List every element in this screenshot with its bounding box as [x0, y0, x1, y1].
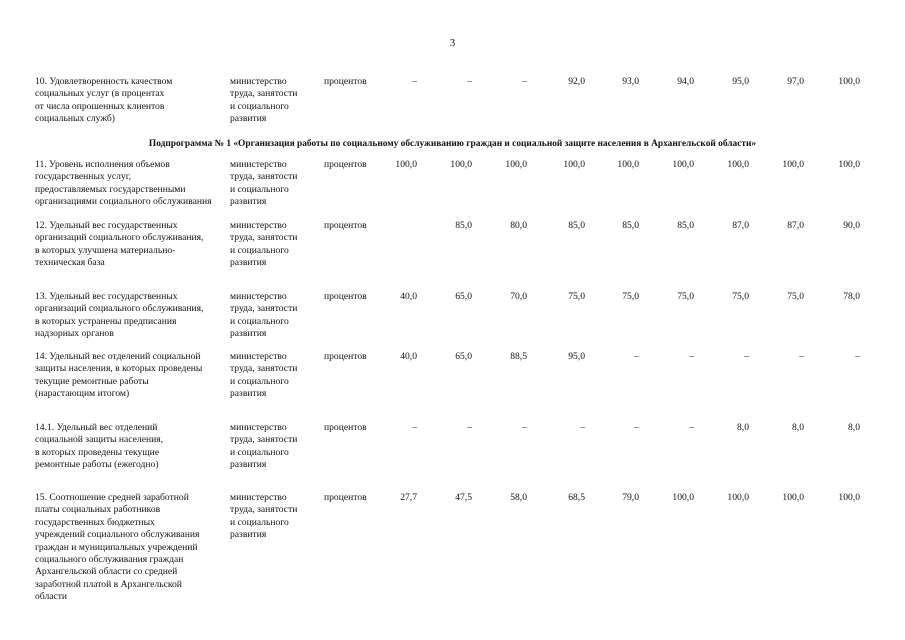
value-cell: – — [689, 422, 694, 433]
value-cell: 40,0 — [400, 291, 417, 302]
value-cell: 80,0 — [510, 220, 527, 231]
unit: процентов — [324, 76, 367, 87]
responsible-ministry: министерство труда, занятости и социального развития — [230, 422, 298, 471]
value-cell: – — [522, 76, 527, 87]
value-cell: 75,0 — [787, 291, 804, 302]
value-cell: 100,0 — [838, 76, 860, 87]
value-cell: 100,0 — [395, 159, 417, 170]
value-cell: 95,0 — [568, 351, 585, 362]
value-cell: 100,0 — [672, 492, 694, 503]
responsible-ministry: министерство труда, занятости и социального развития — [230, 159, 298, 208]
indicator-name: 10. Удовлетворенность качеством социальных услуг (в процентах от числа опрошенных клиентов социальных служб) — [35, 76, 173, 125]
responsible-ministry: министерство труда, занятости и социального развития — [230, 291, 298, 340]
indicator-name: 12. Удельный вес государственных организаций социального обслуживания, в которых улучшена материально- техническая база — [35, 220, 204, 269]
indicator-name: 13. Удельный вес государственных организаций социального обслуживания, в которых устранены предписания надзорных органов — [35, 291, 204, 340]
value-cell: 94,0 — [677, 76, 694, 87]
value-cell: 70,0 — [510, 291, 527, 302]
value-cell: 58,0 — [510, 492, 527, 503]
value-cell: 65,0 — [455, 291, 472, 302]
value-cell: 65,0 — [455, 351, 472, 362]
value-cell: 100,0 — [782, 159, 804, 170]
value-cell: 100,0 — [727, 159, 749, 170]
value-cell: 100,0 — [838, 159, 860, 170]
unit: процентов — [324, 220, 367, 231]
value-cell: 87,0 — [732, 220, 749, 231]
value-cell: 40,0 — [400, 351, 417, 362]
unit: процентов — [324, 159, 367, 170]
value-cell: – — [412, 76, 417, 87]
indicator-name: 15. Соотношение средней заработной платы социальных работников государственных бюджетных учреждений социального обслуживания граждан и муниципальных учреждений социального обслуживания граждан Архангельской области со средней заработной платой в Архангельской области — [35, 492, 200, 603]
value-cell: – — [634, 422, 639, 433]
page-number: 3 — [449, 37, 456, 49]
value-cell: 100,0 — [782, 492, 804, 503]
indicator-name: 14. Удельный вес отделений социальной защиты населения, в которых проведены текущие ремонтные работы (нарастающим итогом) — [35, 351, 203, 400]
responsible-ministry: министерство труда, занятости и социального развития — [230, 492, 298, 541]
value-cell: 85,0 — [677, 220, 694, 231]
value-cell: 8,0 — [737, 422, 749, 433]
value-cell: 100,0 — [672, 159, 694, 170]
value-cell: – — [799, 351, 804, 362]
value-cell: – — [467, 422, 472, 433]
value-cell: 97,0 — [787, 76, 804, 87]
value-cell: 92,0 — [568, 76, 585, 87]
value-cell: – — [522, 422, 527, 433]
responsible-ministry: министерство труда, занятости и социального развития — [230, 76, 298, 125]
value-cell: 75,0 — [732, 291, 749, 302]
value-cell: 8,0 — [792, 422, 804, 433]
value-cell: 87,0 — [787, 220, 804, 231]
value-cell: – — [634, 351, 639, 362]
value-cell: 75,0 — [568, 291, 585, 302]
value-cell: 100,0 — [838, 492, 860, 503]
value-cell: 47,5 — [455, 492, 472, 503]
value-cell: – — [412, 422, 417, 433]
value-cell: – — [467, 76, 472, 87]
responsible-ministry: министерство труда, занятости и социального развития — [230, 220, 298, 269]
value-cell: 100,0 — [505, 159, 527, 170]
value-cell: 90,0 — [843, 220, 860, 231]
value-cell: 79,0 — [622, 492, 639, 503]
value-cell: – — [689, 351, 694, 362]
value-cell: – — [855, 351, 860, 362]
value-cell: 88,5 — [510, 351, 527, 362]
value-cell: 68,5 — [568, 492, 585, 503]
unit: процентов — [324, 492, 367, 503]
value-cell: 100,0 — [617, 159, 639, 170]
value-cell: 8,0 — [848, 422, 860, 433]
indicator-name: 11. Уровень исполнения объемов государственных услуг, предоставляемых государственными организациями социального обслуживания — [35, 159, 212, 208]
value-cell: 85,0 — [455, 220, 472, 231]
indicator-name: 14.1. Удельный вес отделений социальной защиты населения, в которых проведены текущие ремонтные работы (ежегодно) — [35, 422, 164, 471]
value-cell: 95,0 — [732, 76, 749, 87]
subprogram-title: Подпрограмма № 1 «Организация работы по социальному обслуживанию граждан и социальной защите населения в Архангельской области» — [148, 139, 757, 149]
value-cell: – — [580, 422, 585, 433]
value-cell: 85,0 — [568, 220, 585, 231]
value-cell: 85,0 — [622, 220, 639, 231]
value-cell: 27,7 — [400, 492, 417, 503]
unit: процентов — [324, 351, 367, 362]
responsible-ministry: министерство труда, занятости и социального развития — [230, 351, 298, 400]
unit: процентов — [324, 291, 367, 302]
value-cell: 100,0 — [450, 159, 472, 170]
value-cell: 75,0 — [622, 291, 639, 302]
value-cell: 100,0 — [727, 492, 749, 503]
value-cell: – — [744, 351, 749, 362]
value-cell: 93,0 — [622, 76, 639, 87]
value-cell: 78,0 — [843, 291, 860, 302]
value-cell: 100,0 — [563, 159, 585, 170]
unit: процентов — [324, 422, 367, 433]
value-cell: 75,0 — [677, 291, 694, 302]
